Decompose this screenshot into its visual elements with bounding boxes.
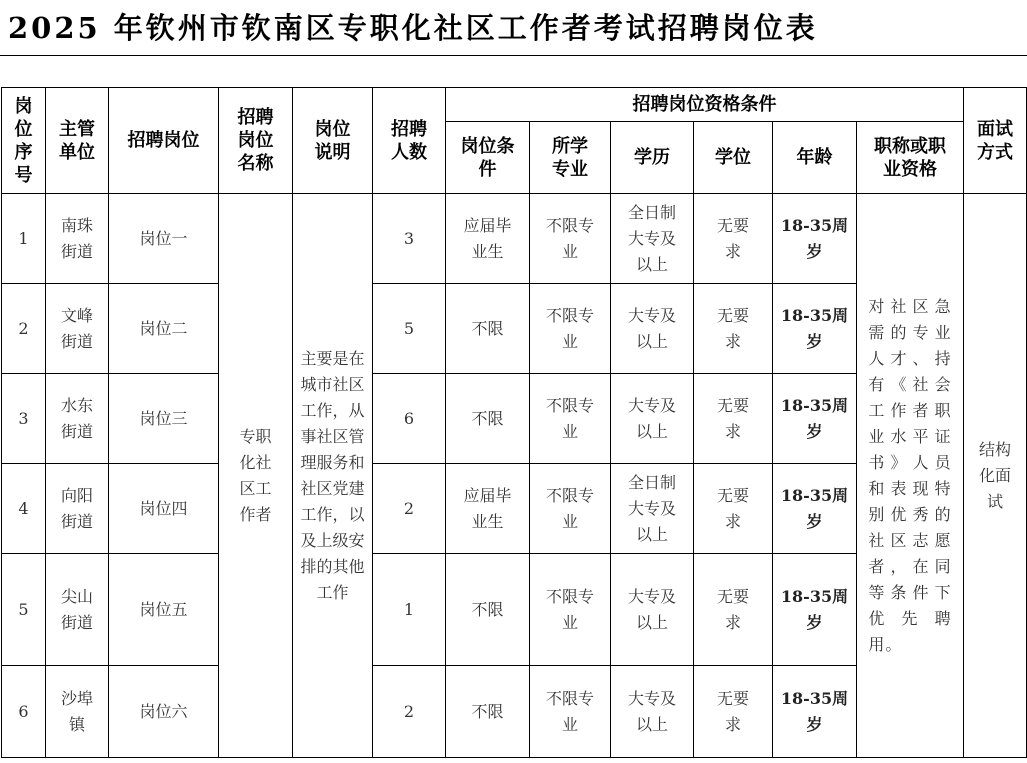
cond-cell: 不限: [446, 284, 530, 374]
unit-cell: 向阳街道: [46, 464, 109, 554]
count-cell: 2: [373, 464, 446, 554]
edu-cell: 大专及以上: [611, 374, 694, 464]
header-edu: 学历: [611, 122, 694, 194]
header-major: 所学专业: [530, 122, 611, 194]
cond-cell: 不限: [446, 554, 530, 666]
unit-cell: 文峰街道: [46, 284, 109, 374]
edu-cell: 大专及以上: [611, 554, 694, 666]
header-seq: 岗位序号: [2, 88, 46, 194]
count-cell: 3: [373, 194, 446, 284]
unit-cell: 沙埠镇: [46, 666, 109, 758]
header-post: 招聘岗位: [109, 88, 219, 194]
degree-cell: 无要求: [694, 464, 773, 554]
header-count: 招聘人数: [373, 88, 446, 194]
degree-cell: 无要求: [694, 284, 773, 374]
page-title: 2025 年钦州市钦南区专职化社区工作者考试招聘岗位表: [8, 11, 818, 45]
header-unit: 主管单位: [46, 88, 109, 194]
age-cell: 18-35周岁: [773, 464, 857, 554]
header-degree: 学位: [694, 122, 773, 194]
major-cell: 不限专业: [530, 284, 611, 374]
degree-cell: 无要求: [694, 374, 773, 464]
table-row: [2, 194, 1027, 284]
count-cell: 2: [373, 666, 446, 758]
cond-cell: 应届毕业生: [446, 464, 530, 554]
seq-cell: 2: [2, 284, 46, 374]
major-cell: 不限专业: [530, 374, 611, 464]
header-interview: 面试方式: [964, 88, 1027, 194]
age-cell: 18-35周岁: [773, 666, 857, 758]
age-cell: 18-35周岁: [773, 374, 857, 464]
count-cell: 1: [373, 554, 446, 666]
desc-cell: 主要是在城市社区工作，从事社区管理服务和社区党建工作，以及上级安排的其他工作: [293, 194, 373, 758]
header-post-name: 招聘岗位名称: [219, 88, 293, 194]
recruitment-table: [1, 87, 1027, 758]
seq-cell: 5: [2, 554, 46, 666]
age-cell: 18-35周岁: [773, 554, 857, 666]
header-qualification-group: 招聘岗位资格条件: [446, 88, 964, 122]
seq-cell: 6: [2, 666, 46, 758]
edu-cell: 大专及以上: [611, 666, 694, 758]
unit-cell: 尖山街道: [46, 554, 109, 666]
degree-cell: 无要求: [694, 194, 773, 284]
post-cell: 岗位六: [109, 666, 219, 758]
header-desc: 岗位说明: [293, 88, 373, 194]
age-cell: 18-35周岁: [773, 194, 857, 284]
interview-cell: 结构化面试: [964, 194, 1027, 758]
degree-cell: 无要求: [694, 554, 773, 666]
count-cell: 6: [373, 374, 446, 464]
header-cert: 职称或职业资格: [857, 122, 964, 194]
seq-cell: 4: [2, 464, 46, 554]
major-cell: 不限专业: [530, 194, 611, 284]
cert-cell: 对社区急需的专业人才、持有《社会工作者职业水平证书》人员和表现特别优秀的社区志愿者，在同等条件下优先聘用。: [857, 194, 964, 758]
major-cell: 不限专业: [530, 666, 611, 758]
edu-cell: 全日制大专及以上: [611, 194, 694, 284]
post-cell: 岗位五: [109, 554, 219, 666]
post-cell: 岗位一: [109, 194, 219, 284]
age-cell: 18-35周岁: [773, 284, 857, 374]
major-cell: 不限专业: [530, 464, 611, 554]
cond-cell: 不限: [446, 666, 530, 758]
unit-cell: 水东街道: [46, 374, 109, 464]
post-name-cell: 专职化社区工作者: [219, 194, 293, 758]
edu-cell: 大专及以上: [611, 284, 694, 374]
title-divider: [0, 55, 1027, 56]
seq-cell: 1: [2, 194, 46, 284]
header-cond: 岗位条件: [446, 122, 530, 194]
degree-cell: 无要求: [694, 666, 773, 758]
seq-cell: 3: [2, 374, 46, 464]
count-cell: 5: [373, 284, 446, 374]
post-cell: 岗位二: [109, 284, 219, 374]
header-age: 年龄: [773, 122, 857, 194]
unit-cell: 南珠街道: [46, 194, 109, 284]
cond-cell: 应届毕业生: [446, 194, 530, 284]
post-cell: 岗位四: [109, 464, 219, 554]
post-cell: 岗位三: [109, 374, 219, 464]
major-cell: 不限专业: [530, 554, 611, 666]
edu-cell: 全日制大专及以上: [611, 464, 694, 554]
cond-cell: 不限: [446, 374, 530, 464]
